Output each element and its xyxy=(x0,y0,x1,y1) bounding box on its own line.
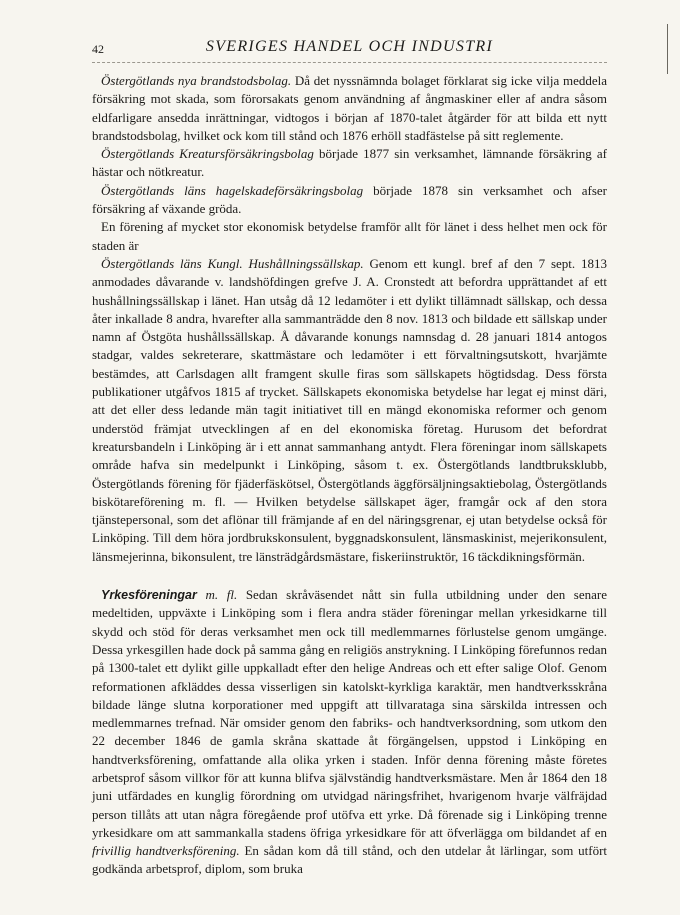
italic-phrase: frivillig handtverksförening. xyxy=(92,843,240,859)
paragraph-lead: Östergötlands läns hagelskadeförsäkringsbolag xyxy=(101,182,364,198)
paragraph-text: började 1878 sin verksamhet och afser försäkring af växande gröda. xyxy=(92,182,607,217)
page-header xyxy=(92,37,607,61)
section-text-continued: En sådan kom då till stånd, och den utdelar åt lärlingar, som utfört godkända arbetsprof, diplom, som bruka xyxy=(92,843,608,877)
paragraph-text: började 1877 sin verksamhet, lämnande försäkring af hästar och nötkreatur. xyxy=(92,146,608,180)
paragraph-brandstodsbolag xyxy=(92,72,607,145)
paragraph-kreatursforsakring xyxy=(92,145,607,182)
paragraph-hushallningssallskap xyxy=(92,255,607,566)
paragraph-lead: Östergötlands Kreatursförsäkringsbolag xyxy=(101,146,314,162)
section-heading-suffix: m. fl. xyxy=(205,587,238,603)
running-title: SVERIGES HANDEL OCH INDUSTRI xyxy=(205,38,494,55)
header-rule xyxy=(92,62,607,63)
section-heading: Yrkesföreningar xyxy=(101,588,197,603)
body-text xyxy=(92,72,607,879)
paragraph-yrkesforeningar xyxy=(92,586,607,879)
paragraph-lead: Östergötlands nya brandstodsbolag. xyxy=(101,73,292,88)
paragraph-forening-intro xyxy=(92,218,607,255)
paragraph-lead: Östergötlands läns Kungl. Hushållningssällskap. xyxy=(101,255,364,271)
paragraph-text: En förening af mycket stor ekonomisk betydelse framför allt för länet i dess helhet men ock för staden är xyxy=(92,219,607,253)
section-text: Sedan skråväsendet nått sin fulla utbildning under den senare medeltiden, uppväxte i Linköping som i flera andra städer föreningar mellan yrkesidkarne till skydd och stöd för deras verksamhet men ock till medlemmarnes förlustelse genom umgänge. Dessa yrkesgillen hade dock på samma gång en religiös anstrykning. I Linköping förefunnos redan på 1300-talet ett dylikt gille uppkalladt efter den helige Andreas och ett efter salige Olof. Genom reformationen afkläddes dessa visserligen sin katolskt-kyrkliga karaktär, men handtverksskråna bildade länge slutna korporationer med uppgift att tillvarataga sina särskilda intressen och medlemmarnes trefnad. När omsider genom den fabriks- och handtverksordning, som utkom den 22 december 1846 de gamla skråna skattade åt förgängelsen, uppstod i Linköping en handtverksförening, omfattande alla olika yrken i staden. Inför denna förening måste företes arbetsprof såsom villkor för att kunna blifva självständig handtverksmästare. Men år 1864 den 18 juni utfärdades en kunglig förordning om utvidgad näringsfrihet, hvarigenom hvarje välfräjdad person tillåts att utan några föregående prof utöfva ett yrke. Då förenade sig i Linköping trenne yrkesidkare om att sammankalla stadens öfriga yrkesidkare för att öfverlägga om bildandet af en xyxy=(92,587,608,840)
margin-rule xyxy=(667,24,668,74)
paragraph-text: Då det nyssnämnda bolaget förklarat sig icke vilja meddela försäkring mot skada, som förorsakats genom användning af ångmaskiner eller af andra såsom eldfarligare ansedda inrättningar, vidtogos i början af 1870-talet åtgärder för att bilda ett nytt brandstodsbolag, hvilket ock kom till stånd och 1876 erhöll stadfästelse på sitt reglemente. xyxy=(92,73,608,143)
paragraph-text: Genom ett kungl. bref af den 7 sept. 1813 anmodades dåvarande v. landshöfdingen grefve J. A. Cronstedt att befordra upprättandet af ett hushållningssällskap i länet. Han utsåg då 12 ledamöter i ett dylikt tillämnadt sällskap, och dessa åter inkallade 8 andra, hvarefter alla sammanträdde den 8 nov. 1813 och bildade ett sällskap under namn af Östgöta hushållssällskap. Å dåvarande konungs namnsdag d. 28 januari 1814 antogos stadgar, valdes sekreterare, skattmästare och ledamöter i ett förvaltningsutskott, hvarjämte bestämdes, att Carlsdagen allt framgent skulle firas som sällskapets högtidsdag. Dess första publikationer utgåfvos 1815 af trycket. Sällskapets ekonomiska betydelse har legat ej minst däri, att det eller dess ledande män tagit initiativet till en mängd ekonomiska reformer och genom understöd främjat utvecklingen af en del ekonomiska företag. Hurusom det befordrat kreatursbandeln i Linköping är i ett annat sammanhang antydt. Flera föreningar inom sällskapets område hafva sin medelpunkt i Linköping, såsom t. ex. Östergötlands landtbruksklubb, Östergötlands förening för fjäderfäskötsel, Östergötlands äggförsäljningsaktiebolag, Östergötlands biskötareförening m. fl. — Hvilken betydelse sällskapet äger, framgår ock af den stora tjänstepersonal, som det aflönar till främjande af en del näringsgrenar, ej utan betydelse också för Linköping. Till dem höra jordbrukskonsulent, byggnadskonsulent, länsmaskinist, mejerikonsulent, länsmejerinna, bikonsulent, tre länsträdgårdsmästare, fiskeriinstruktör, 16 täckdikningsförmän. xyxy=(92,255,607,564)
paragraph-hagelskada xyxy=(92,182,607,219)
page-number: 42 xyxy=(92,42,104,56)
